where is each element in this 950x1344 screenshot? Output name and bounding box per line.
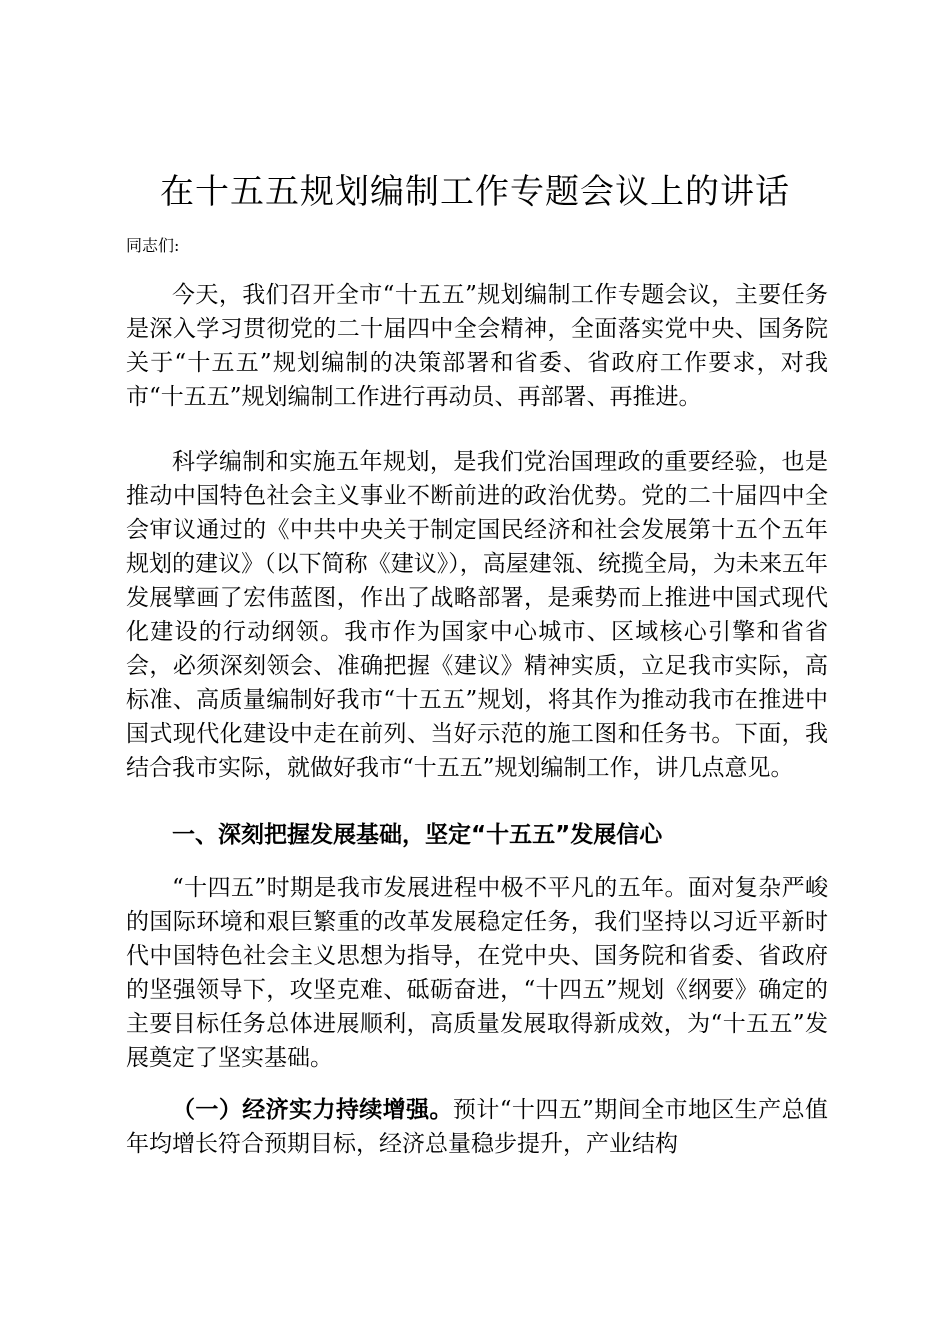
salutation: 同志们: [126,236,180,255]
paragraph-planning-significance: 科学编制和实施五年规划，是我们党治国理政的重要经验，也是推动中国特色社会主义事业不断前进的政治优势。党的二十届四中全会审议通过的《中共中央关于制定国民经济和社会发展第十五个五年规划的建议》（以下简称《建议》），高屋建瓴、统揽全局，为未来五年发展擘画了宏伟蓝图，作出了战略部署，是乘势而上推进中国式现代化建设的行动纲领。我市作为国家中心城市、区域核心引擎和省省会，必须深刻领会、准确把握《建议》精神实质，立足我市实际，高标准、高质量编制好我市“十五五”规划，将其作为推动我市在推进中国式现代化建设中走在前列、当好示范的施工图和任务书。下面，我结合我市实际，就做好我市“十五五”规划编制工作，讲几点意见。 [126,449,828,781]
paragraph-opening: 今天，我们召开全市“十五五”规划编制工作专题会议，主要任务是深入学习贯彻党的二十届四中全会精神，全面落实党中央、国务院关于“十五五”规划编制的决策部署和省委、省政府工作要求，对我市“十五五”规划编制工作进行再动员、再部署、再推进。 [126,282,828,410]
document-title: 在十五五规划编制工作专题会议上的讲话 [160,172,790,212]
paragraph-14th-review: “十四五”时期是我市发展进程中极不平凡的五年。面对复杂严峻的国际环境和艰巨繁重的改革发展稳定任务，我们坚持以习近平新时代中国特色社会主义思想为指导，在党中央、国务院和省委、省政府的坚强领导下，攻坚克难、砥砺奋进，“十四五”规划《纲要》确定的主要目标任务总体进展顺利，高质量发展取得新成效，为“十五五”发展奠定了坚实基础。 [126,875,828,1071]
subsection-body: 预计“十四五”期间全市地区生产总值年均增长符合预期目标，经济总量稳步提升，产业结构 [126,1097,828,1157]
section-heading-1: 一、深刻把握发展基础，坚定“十五五”发展信心 [172,822,663,848]
subsection-lead: （一）经济实力持续增强。 [172,1097,453,1123]
paragraph-economic-strength [126,1093,828,1161]
